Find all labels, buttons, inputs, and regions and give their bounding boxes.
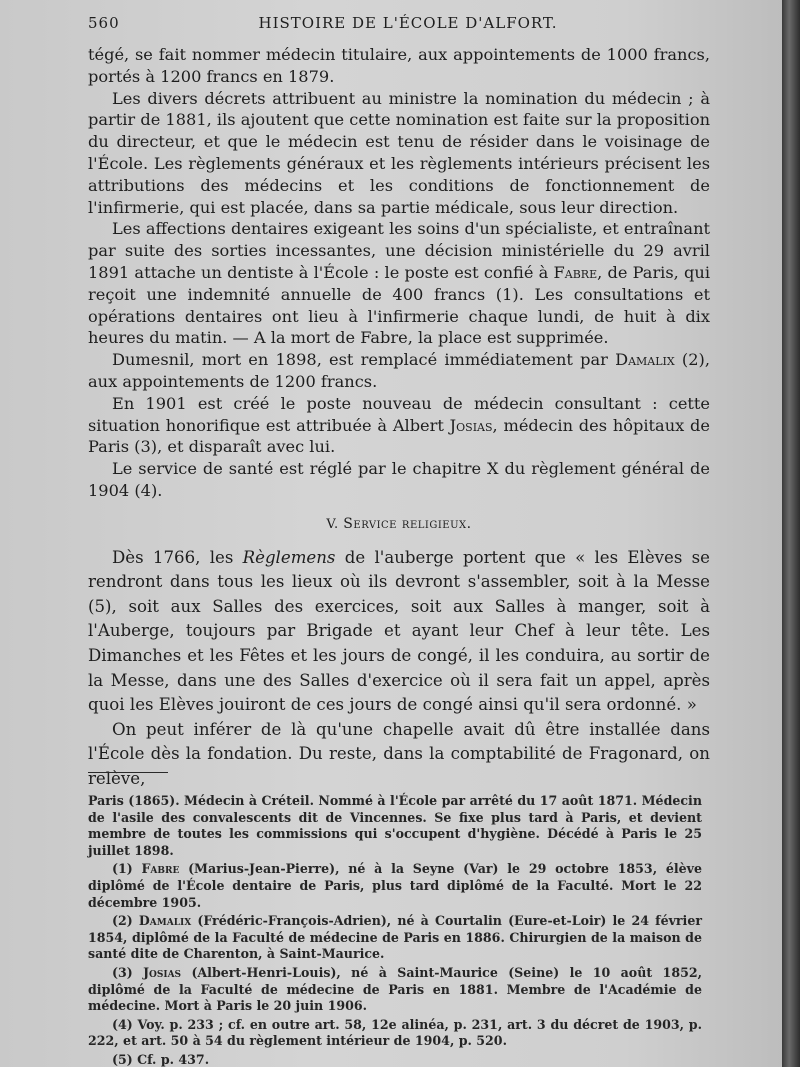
footnote-4: (4) Voy. p. 233 ; cf. en outre art. 58, 12e alinéa, p. 231, art. 3 du décret de 1903, p. 222, et art. 50 à 54 du règlement intérieur de 1904, p. 520. bbox=[88, 1016, 702, 1049]
footnote-1-text: (Marius-Jean-Pierre), né à la Seyne (Var) le 29 octobre 1853, élève diplômé de l'École dentaire de Paris, plus tard diplômé de la Faculté. Mort le 22 décembre 1905. bbox=[88, 861, 702, 910]
paragraph-6: Le service de santé est réglé par le chapitre X du règlement général de 1904 (4). bbox=[88, 459, 710, 500]
footnote-5: (5) Cf. p. 437. bbox=[112, 1051, 210, 1067]
paragraph-7-text-a: Dès 1766, les bbox=[112, 547, 243, 567]
footnote-1-name: Fabre bbox=[141, 861, 180, 877]
section-title: Service religieux. bbox=[343, 515, 472, 532]
running-title: HISTOIRE DE L'ÉCOLE D'ALFORT. bbox=[258, 14, 558, 32]
page-number: 560 bbox=[88, 14, 120, 32]
section-heading bbox=[88, 514, 710, 536]
section-text bbox=[88, 546, 710, 792]
paragraph-3 bbox=[88, 218, 710, 349]
footnote-3-text: (Albert-Henri-Louis), né à Saint-Maurice (Seine) le 10 août 1852, diplômé de la Faculté de médecine de Paris en 1881. Membre de l'Académie de médecine. Mort à Paris le 20 juin 1906. bbox=[88, 964, 702, 1014]
page-header bbox=[88, 14, 728, 32]
footnote-2-mark: (2) bbox=[112, 913, 139, 929]
paragraph-5-text-b: , médecin des hôpitaux de Paris (3), et disparaît avec lui. bbox=[88, 415, 710, 457]
footnote-continuation: Paris (1865). Médecin à Créteil. Nommé à l'École par arrêté du 17 août 1871. Médecin de l'asile des convalescents dit de Vincennes. Se fixe plus tard à Paris, et devient membre de toutes les commissions qui s'occupent d'hygiène. Décédé à Paris le 25 juillet 1898. bbox=[88, 793, 702, 858]
paragraph-8: On peut inférer de là qu'une chapelle avait dû être installée dans l'École dès la fondation. Du reste, dans la comptabilité de Fragonard, on relève, bbox=[88, 719, 710, 788]
footnote-rule bbox=[88, 772, 168, 773]
paragraph-7 bbox=[88, 546, 710, 718]
footnote-3-name: Josias bbox=[143, 964, 182, 980]
footnote-3-mark: (3) bbox=[112, 964, 144, 980]
page-edge-shadow bbox=[782, 0, 800, 1067]
section-number: V. bbox=[326, 516, 339, 532]
name-josias: Josias bbox=[449, 415, 493, 435]
paragraph-5-text-a: En 1901 est créé le poste nouveau de médecin consultant : cette situation honorifique est attribuée à Albert bbox=[88, 393, 710, 435]
footnote-2 bbox=[88, 913, 702, 963]
paragraph-3-text-b: , de Paris, qui reçoit une indemnité annuelle de 400 francs (1). Les consultations et opérations dentaires ont lieu à l'infirmerie chaque lundi, de huit à dix heures du matin. — A la mort de Fabre, la place est supprimée. bbox=[88, 262, 710, 348]
footnote-2-text: (Frédéric-François-Adrien), né à Courtalin (Eure-et-Loir) le 24 février 1854, diplômé de la Faculté de médecine de Paris en 1886. Chirurgien de la maison de santé dite de Charenton, à Saint-Maurice. bbox=[88, 913, 702, 962]
paragraph-5 bbox=[88, 393, 710, 458]
paragraph-4-text-b: (2), aux appointements de 1200 francs. bbox=[88, 350, 710, 391]
italic-reglemens: Règlemens bbox=[242, 547, 336, 567]
footnote-1-mark: (1) bbox=[112, 861, 142, 877]
paragraph-2: Les divers décrets attribuent au ministre la nomination du médecin ; à partir de 1881, ils ajoutent que cette nomination est faite sur la proposition du directeur, et que le médecin est tenu de résider dans le voisinage de l'École. Les règlements généraux et les règlements intérieurs précisent les attributions des médecins et les conditions de fonctionnement de l'infirmerie, qui est placée, dans sa partie médicale, sous leur direction. bbox=[88, 88, 710, 217]
name-damalix: Damalix bbox=[615, 350, 675, 370]
paragraph-4-text-a: Dumesnil, mort en 1898, est remplacé immédiatement par bbox=[112, 350, 616, 370]
paragraph-4 bbox=[88, 349, 710, 393]
name-fabre: Fabre bbox=[553, 262, 598, 282]
paragraph-1: tégé, se fait nommer médecin titulaire, aux appointements de 1000 francs, portés à 1200 francs en 1879. bbox=[88, 45, 710, 86]
footnotes bbox=[88, 793, 702, 1067]
footnote-2-name: Damalix bbox=[138, 913, 192, 929]
footnote-1 bbox=[88, 861, 702, 911]
paragraph-7-text-b: de l'auberge portent que « les Elèves se rendront dans tous les lieux où ils devront s'assembler, soit à la Messe (5), soit aux Salles des exercices, soit aux Salles à manger, soit à l'Auberge, toujours par Brigade et ayant leur Chef à leur tête. Les Dimanches et les Fêtes et les jours de congé, il les conduira, au sortir de la Messe, dans une des Salles d'exercice où il sera fait un appel, après quoi les Elèves jouiront de ces jours de congé ainsi qu'il sera ordonné. » bbox=[88, 547, 710, 715]
main-text bbox=[88, 44, 710, 791]
footnote-3 bbox=[88, 965, 702, 1015]
paragraph-3-text-a: Les affections dentaires exigeant les soins d'un spécialiste, et entraînant par suite des sorties incessantes, une décision ministérielle du 29 avril 1891 attache un dentiste à l'École : le poste est confié à bbox=[88, 219, 710, 282]
